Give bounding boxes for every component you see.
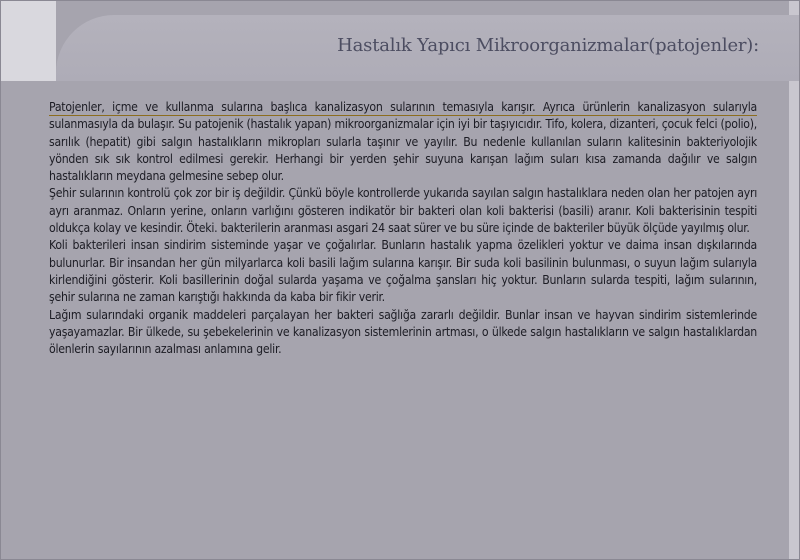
bullet-item — [33, 237, 757, 306]
bullet-text: Şehir sularının kontrolü çok zor bir iş değildir. Çünkü böyle kontrollerde yukarıda sayılan salgın hastalıklara neden olan her patojen ayrı ayrı aranmaz. Onların yerine, onların varlığını gösteren indikatör bir bakteri olan koli bakterisi (basili) aranır. Koli bakterisinin tespiti oldukça kolay ve kesindir. Öteki. bakterilerin aranması asgari 24 saat sürer ve bu süre içinde de bakteriler büyük ölçüde yayılmış olur. — [49, 186, 757, 236]
slide-title: Hastalık Yapıcı Mikroorganizmalar(patojenler): — [337, 35, 759, 56]
bullet-marker-icon — [19, 308, 29, 320]
bullet-marker-icon — [19, 238, 29, 250]
bullet-marker-icon — [19, 186, 29, 198]
bullet-list — [33, 99, 757, 358]
bullet-text: Koli bakterileri insan sindirim sisteminde yaşar ve çoğalırlar. Bunların hastalık yapma özelikleri yoktur ve daima insan dışkılarında bulunurlar. Bir insandan her gün milyarlarca koli basili lağım sularına karışır. Bir suda koli basilinin bulunması, o suyun lağım sularıyla kirlendiğini gösterir. Koli basillerinin doğal sularda yaşama ve çoğalma şansları hiç yoktur. Bunların sularda tespiti, lağım sularının, şehir sularına ne zaman karıştığı hakkında da kaba bir fikir verir. — [49, 238, 757, 305]
underline-decoration — [49, 115, 757, 116]
bullet-item — [33, 185, 757, 237]
bullet-marker-icon — [19, 100, 29, 112]
bullet-item — [33, 99, 757, 185]
bullet-item — [33, 307, 757, 359]
corner-decoration — [1, 1, 56, 81]
bullet-text: Lağım sularındaki organik maddeleri parçalayan her bakteri sağlığa zararlı değildir. Bunlar insan ve hayvan sindirim sistemlerinde yaşayamazlar. Bir ülkede, su şebekelerinin ve kanalizasyon sistemlerinin artması, o ülkede salgın hastalıkların ve salgın hastalıklardan ölenlerin sayılarının azalması anlamına gelir. — [49, 307, 757, 357]
right-edge-decoration — [789, 1, 799, 560]
bullet-text: Patojenler, içme ve kullanma sularına başlıca kanalizasyon sularının temasıyla karışır. Ayrıca ürünlerin kanalizasyon sularıyla sulanmasıyla da bulaşır. Su patojenik (hastalık yapan) mikroorganizmalar için iyi bir taşıyıcıdır. Tifo, kolera, dizanteri, çocuk felci (polio), sarılık (hepatit) gibi salgın hastalıkların mikropları sularla taşınır ve yayılır. Bu nedenle kullanılan suların kalitesinin bakteriyolojik yönden sık sık kontrol edilmesi gerekir. Herhangi bir yerden şehir suyuna karışan lağım suları kısa zamanda dağılır ve salgın hastalıkların meydana gelmesine sebep olur. — [49, 100, 757, 184]
